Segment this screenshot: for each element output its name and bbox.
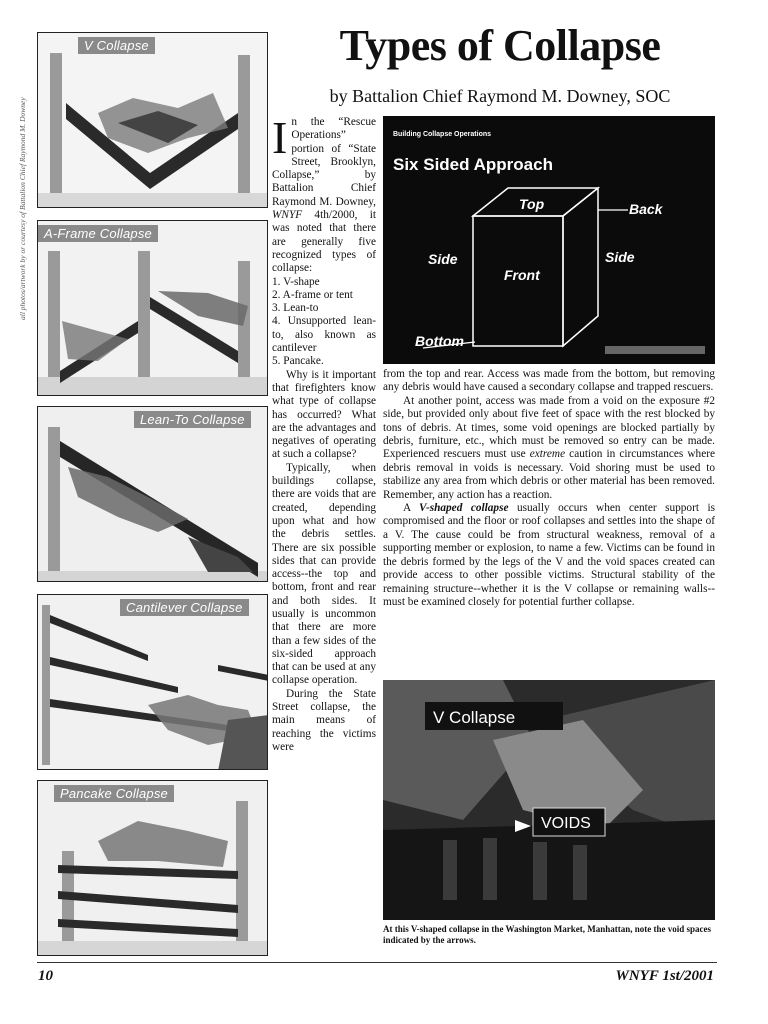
intro-paragraph <box>272 112 376 276</box>
photo-a-frame-collapse <box>37 220 268 396</box>
v-shaped-paragraph <box>383 502 715 609</box>
diagram-title: Six Sided Approach <box>393 155 553 174</box>
state-street-paragraph: During the State Street collapse, the main means of reaching the victims were <box>272 687 376 753</box>
void-text: At another point, access was made from a void on the exposure #2 side, but provided only about five feet of space with the rest blocked by tons of debris. At times, some void openings are blocked partially by debris, furniture, etc., which must be removed so entry can be made. Experienced rescuers must use <box>383 394 715 461</box>
v-shaped-text-start: A <box>403 502 420 515</box>
label-top: Top <box>519 196 545 212</box>
void-text-end: caution in circumstances where debris removal in voids is necessary. Void shoring must be used to stabilize any area from which debris or other material has been removed. Remember, any action has a reaction. <box>383 448 715 501</box>
a-frame-collapse-illustration <box>38 221 268 396</box>
photo-pancake-collapse <box>37 780 268 956</box>
typically-paragraph: Typically, when buildings collapse, there are voids that are created, depending upon what and how the debris settles. There are six possible sides that can provide access--the top and bottom, front and rear and both sides. It usually is uncommon that there are more than a few sides of the six-sided approach that can be used at any collapse operation. <box>272 461 376 687</box>
collapse-photo-label: V Collapse <box>433 708 516 727</box>
label-side-left: Side <box>428 251 458 267</box>
photo-label: V Collapse <box>78 37 155 54</box>
v-collapse-illustration <box>38 33 268 208</box>
diagram-logo-strip <box>605 346 705 354</box>
label-bottom: Bottom <box>415 333 464 349</box>
narrow-text-column <box>272 112 376 754</box>
lean-to-collapse-illustration <box>38 407 268 582</box>
label-back: Back <box>629 201 663 217</box>
label-front: Front <box>504 267 540 283</box>
wide-text-column <box>383 368 715 609</box>
collapse-type-5: 5. Pancake. <box>272 355 324 368</box>
label-side-right: Side <box>605 249 635 265</box>
emphasis-v-shaped: V-shaped collapse <box>419 502 509 515</box>
pancake-collapse-illustration <box>38 781 268 956</box>
photo-label: Lean-To Collapse <box>134 411 251 428</box>
publication-issue: WNYF 1st/2001 <box>615 968 714 984</box>
intro-text: n the “Rescue Operations” portion of “State Street, Brooklyn, Collapse,” by Battalion Chief Raymond M. Downey, <box>272 116 376 208</box>
v-collapse-photo <box>383 680 715 920</box>
photo-v-collapse <box>37 32 268 208</box>
cantilever-collapse-illustration <box>38 595 268 770</box>
collapse-type-3: 3. Lean-to <box>272 302 319 315</box>
photo-cantilever-collapse <box>37 594 268 770</box>
voids-photo-label: VOIDS <box>541 815 591 832</box>
emphasis-extreme: extreme <box>529 448 566 461</box>
photo-label: Pancake Collapse <box>54 785 174 802</box>
collapse-type-2: 2. A-frame or tent <box>272 288 353 301</box>
access-paragraph: from the top and rear. Access was made from the bottom, but removing any debris would have caused a secondary collapse and trapped rescuers. <box>383 368 715 394</box>
page-number: 10 <box>38 968 53 984</box>
diagram-header: Building Collapse Operations <box>393 131 492 138</box>
article-title: Types of Collapse <box>339 21 661 70</box>
collapse-type-1: 1. V-shape <box>272 275 320 288</box>
v-shaped-text: usually occurs when center support is compromised and the floor or roof collapses and settles into the shape of a V. The cause could be from structural weakness, removal of a supporting member or explosion, to name a few. Victims can be found in the debris formed by the legs of the V and the void spaces created can provide access to other possible victims. Structural stability of the remaining structure--whether it is the V collapse or remaining walls--must be examined closely for potential further collapse. <box>383 502 715 608</box>
drop-cap: I <box>272 112 288 163</box>
photo-caption: At this V-shaped collapse in the Washington Market, Manhattan, note the void spaces indicated by the arrows. <box>383 924 712 945</box>
photo-lean-to-collapse <box>37 406 268 582</box>
photo-credit: all photos/artwork by or courtesy of Battalion Chief Raymond M. Downey <box>18 97 27 320</box>
intro-text-end: 4th/2000, it was noted that there are generally five recognized types of collapse: <box>272 209 376 275</box>
photo-label: Cantilever Collapse <box>120 599 249 616</box>
void-paragraph <box>383 395 715 502</box>
magazine-ref: WNYF <box>272 209 303 222</box>
collapse-type-4: 4. Unsupported lean-to, also known as cantilever <box>272 315 376 355</box>
article-byline: by Battalion Chief Raymond M. Downey, SOC <box>329 86 671 106</box>
photo-label: A-Frame Collapse <box>38 225 158 242</box>
six-sided-approach-diagram <box>383 116 715 364</box>
why-paragraph: Why is it important that firefighters know what type of collapse has occurred? What are the advantages and negatives of operating at such a collapse? <box>272 368 376 461</box>
footer-rule <box>37 962 717 963</box>
